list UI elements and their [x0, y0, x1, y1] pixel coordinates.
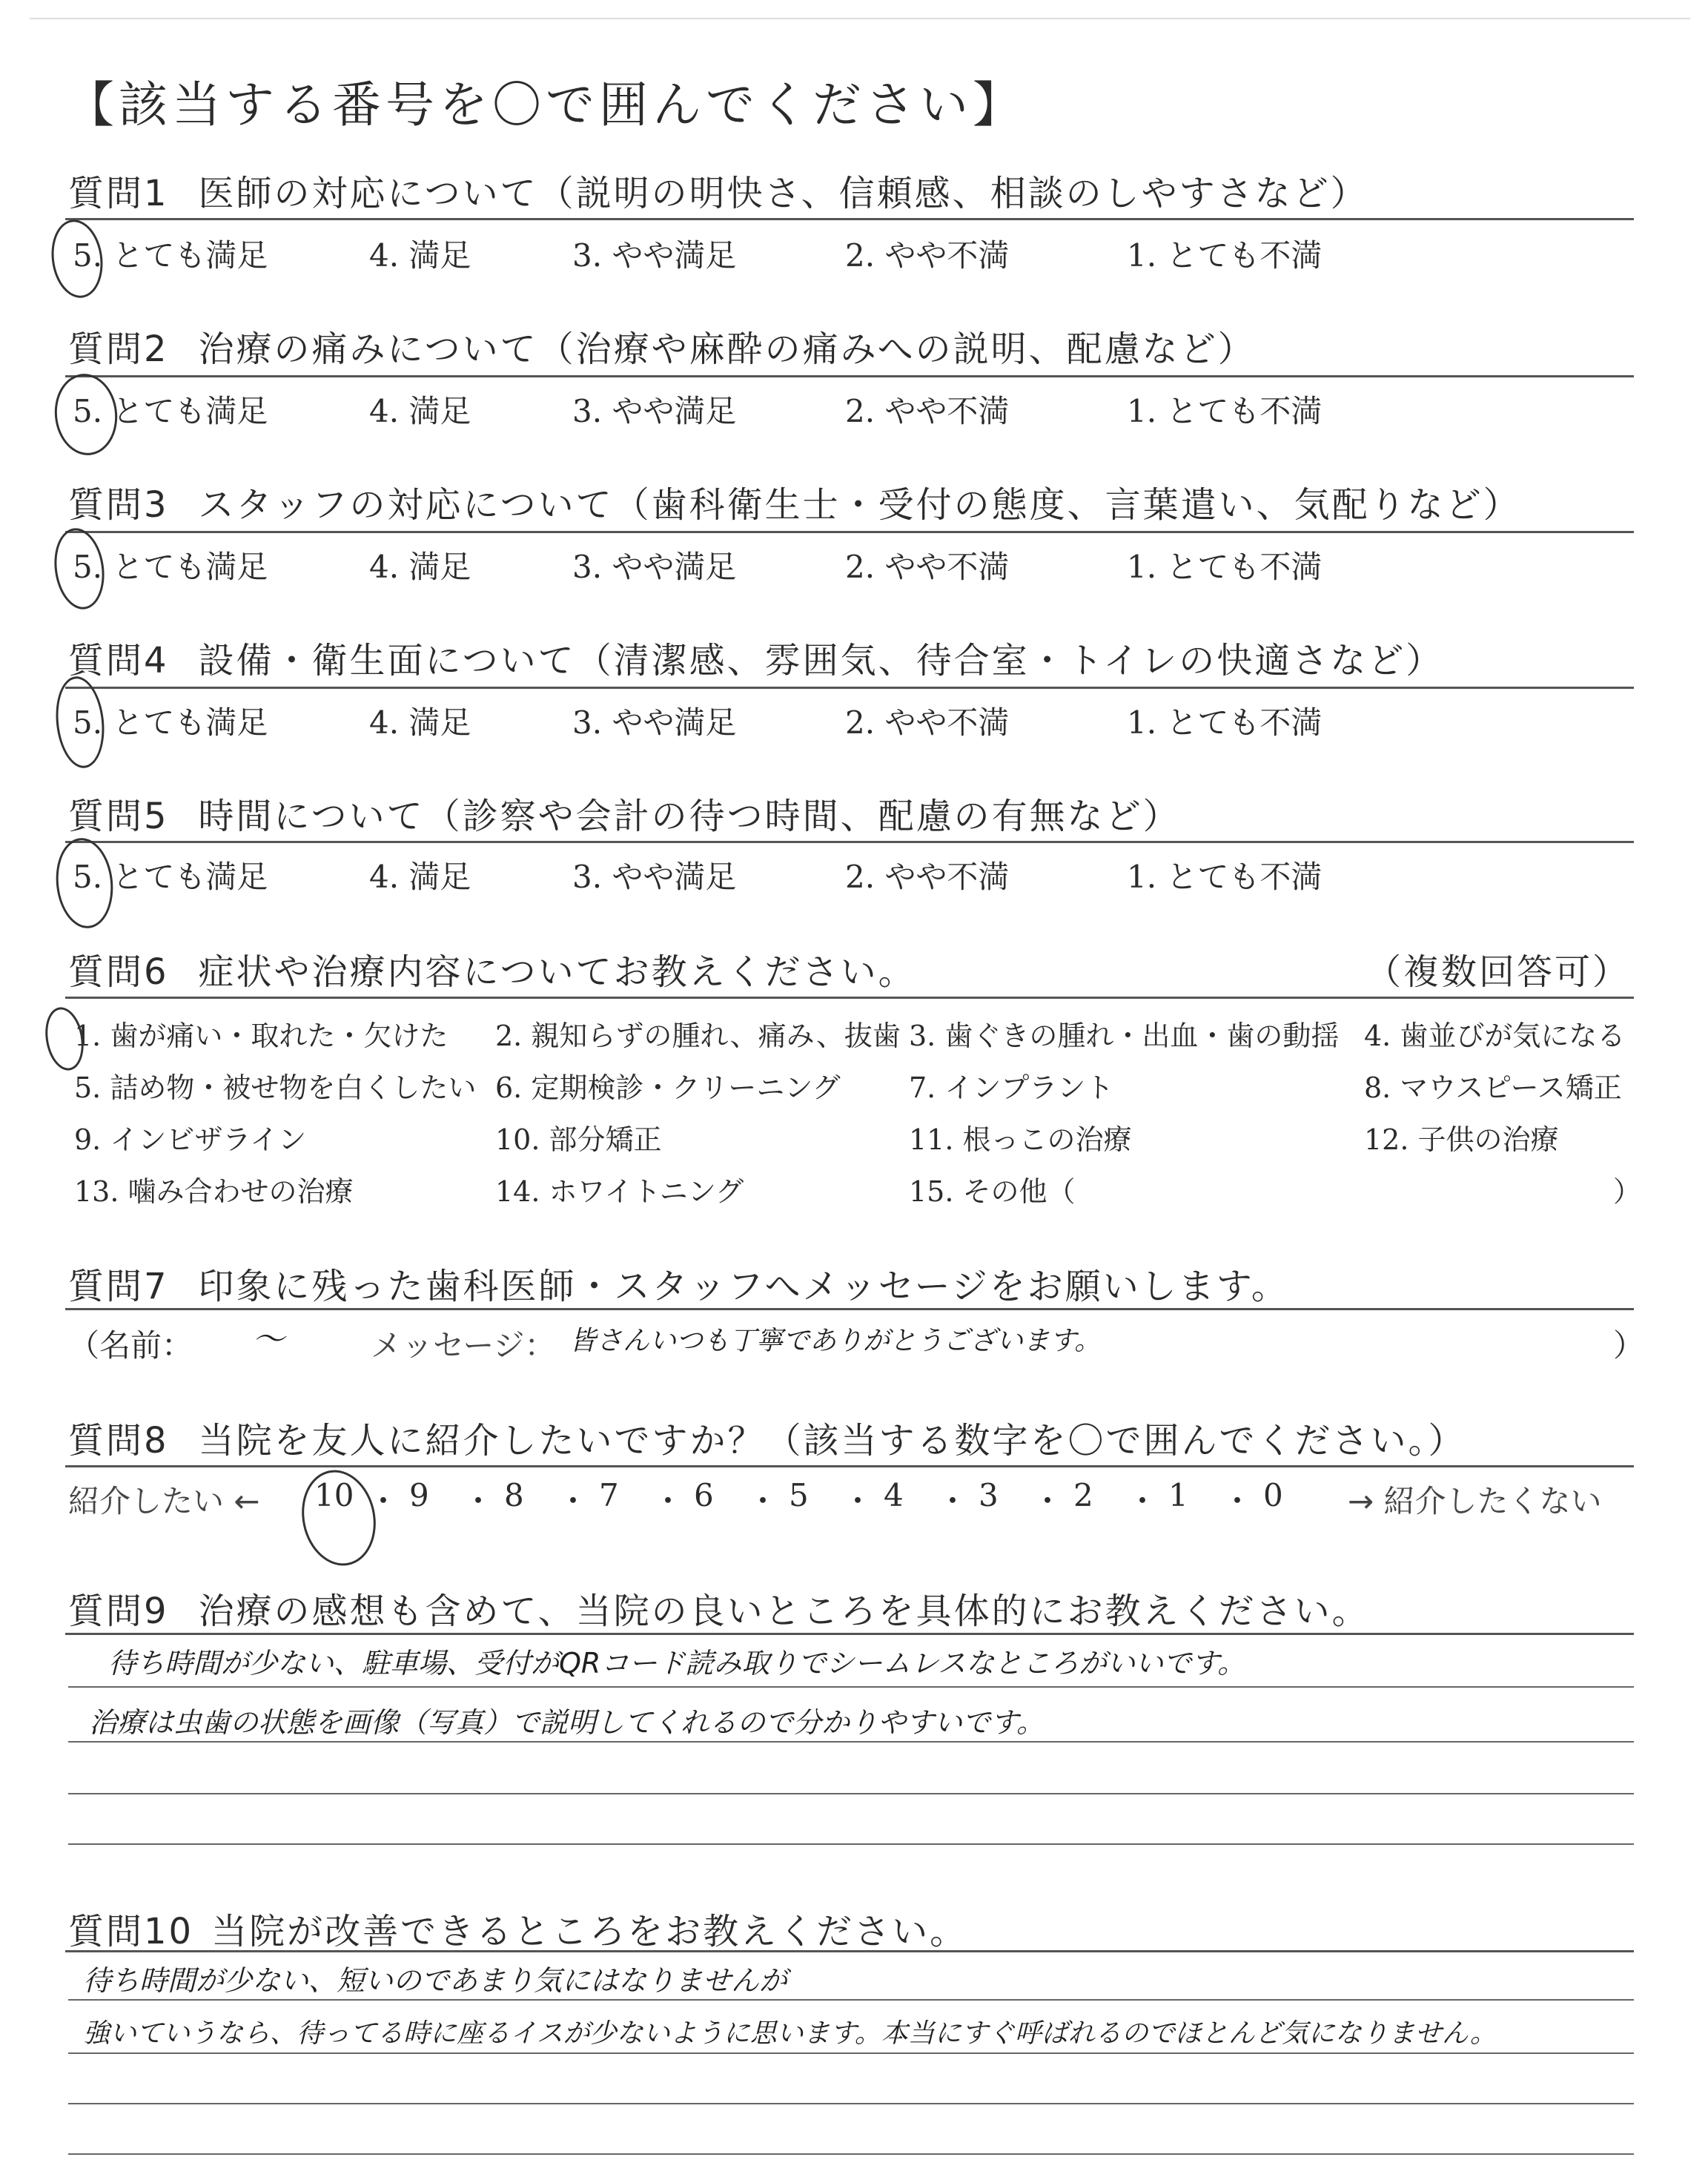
q9-answer-rule-2 [68, 1741, 1634, 1743]
q9-answer-line-2[interactable]: 治療は虫歯の状態を画像（写真）で説明してくれるので分かりやすいです。 [89, 1706, 1045, 1739]
q6-option-9[interactable]: 9. インビザライン [74, 1123, 307, 1156]
q8-scale-separator: ・ [557, 1483, 589, 1519]
question-7-label: 質問7 [68, 1266, 169, 1307]
q6-option-5[interactable]: 5. 詰め物・被せ物を白くしたい [74, 1071, 477, 1104]
q6-option-11[interactable]: 11. 根っこの治療 [909, 1123, 1132, 1156]
question-6-label: 質問6 [68, 951, 169, 993]
question-10-text: 当院が改善できるところをお教えください。 [211, 1911, 968, 1952]
q4-option-3[interactable]: 3. やや満足 [572, 704, 737, 741]
question-3 [68, 476, 1521, 527]
question-9 [68, 1582, 1370, 1634]
question-10-label: 質問10 [68, 1911, 194, 1952]
question-7-rule [65, 1308, 1634, 1310]
q10-answer-rule-2 [68, 2052, 1634, 2054]
question-5-label: 質問5 [68, 796, 169, 837]
q1-option-1[interactable]: 1. とても不満 [1127, 237, 1323, 274]
question-1 [68, 165, 1368, 216]
question-2-rule [65, 375, 1634, 377]
q6-option-2[interactable]: 2. 親知らずの腫れ、痛み、抜歯 [495, 1020, 901, 1052]
q3-option-1[interactable]: 1. とても不満 [1127, 549, 1323, 585]
q1-option-5[interactable]: 5. とても満足 [73, 237, 268, 274]
q2-option-4[interactable]: 4. 満足 [369, 393, 471, 429]
q6-option-3[interactable]: 3. 歯ぐきの腫れ・出血・歯の動揺 [909, 1020, 1340, 1052]
question-2-text: 治療の痛みについて（治療や麻酔の痛みへの説明、配慮など） [198, 328, 1256, 370]
question-5-rule [65, 841, 1634, 843]
q8-scale-4[interactable]: 4 [884, 1477, 904, 1513]
q8-scale-separator: ・ [1222, 1483, 1254, 1519]
q6-option-1[interactable]: 1. 歯が痛い・取れた・欠けた [74, 1020, 448, 1052]
question-2-label: 質問2 [68, 328, 169, 370]
q2-option-2[interactable]: 2. やや不満 [845, 393, 1010, 429]
q8-scale-separator: ・ [1127, 1483, 1159, 1519]
q7-close: ） [1613, 1327, 1645, 1364]
q8-scale-3[interactable]: 3 [979, 1477, 999, 1513]
q8-scale-separator: ・ [1032, 1483, 1064, 1519]
q8-scale-6[interactable]: 6 [694, 1477, 714, 1513]
q5-option-1[interactable]: 1. とても不満 [1127, 859, 1323, 895]
q9-answer-rule-3 [68, 1793, 1634, 1794]
q10-answer-line-2[interactable]: 強いていうなら、待ってる時に座るイスが少ないように思います。本当にすぐ呼ばれるのでほとんど気になりません。 [83, 2018, 1497, 2049]
q8-scale-separator: ・ [842, 1483, 874, 1519]
question-5-text: 時間について（診察や会計の待つ時間、配慮の有無など） [198, 796, 1181, 837]
q4-option-2[interactable]: 2. やや不満 [845, 704, 1010, 741]
q6-option-15[interactable]: 15. その他（ [909, 1175, 1076, 1208]
question-3-text: スタッフの対応について（歯科衛生士・受付の態度、言葉遣い、気配りなど） [198, 484, 1521, 526]
q2-option-1[interactable]: 1. とても不満 [1127, 393, 1323, 429]
question-1-rule [65, 218, 1634, 220]
q9-answer-rule-4 [68, 1843, 1634, 1845]
q3-option-2[interactable]: 2. やや不満 [845, 549, 1010, 585]
question-4-rule [65, 687, 1634, 689]
q6-option-15-close: ） [1613, 1175, 1642, 1208]
question-1-label: 質問1 [68, 173, 169, 214]
question-6-rule [65, 997, 1634, 999]
q5-option-3[interactable]: 3. やや満足 [572, 859, 737, 895]
q10-answer-line-1[interactable]: 待ち時間が少ない、短いのであまり気にはなりませんが [83, 1964, 788, 1997]
question-3-rule [65, 531, 1634, 533]
question-8 [68, 1412, 1466, 1463]
q5-option-4[interactable]: 4. 満足 [369, 859, 471, 895]
q3-option-3[interactable]: 3. やや満足 [572, 549, 737, 585]
q9-answer-rule-1 [68, 1686, 1634, 1688]
q1-option-4[interactable]: 4. 満足 [369, 237, 471, 274]
q8-scale-9[interactable]: 9 [409, 1477, 429, 1513]
q3-option-4[interactable]: 4. 満足 [369, 549, 471, 585]
q8-scale-separator: ・ [368, 1483, 400, 1519]
question-6-text: 症状や治療内容についてお教えください。 [198, 951, 916, 993]
q3-option-5[interactable]: 5. とても満足 [73, 549, 268, 585]
q8-scale-separator: ・ [937, 1483, 969, 1519]
q4-option-5[interactable]: 5. とても満足 [73, 704, 268, 741]
question-1-text: 医師の対応について（説明の明快さ、信頼感、相談のしやすさなど） [198, 173, 1368, 214]
question-9-text: 治療の感想も含めて、当院の良いところを具体的にお教えください。 [198, 1591, 1370, 1632]
q10-answer-rule-3 [68, 2103, 1634, 2104]
q10-answer-rule-1 [68, 1999, 1634, 2001]
question-8-text: 当院を友人に紹介したいですか？（該当する数字を〇で囲んでください。） [198, 1420, 1466, 1462]
q6-option-4[interactable]: 4. 歯並びが気になる [1364, 1020, 1626, 1052]
q2-option-5[interactable]: 5. とても満足 [73, 393, 268, 429]
question-5 [68, 787, 1181, 839]
q7-name-value[interactable]: ～ [252, 1321, 285, 1358]
question-7-text: 印象に残った歯科医師・スタッフへメッセージをお願いします。 [198, 1266, 1289, 1307]
question-6-note: （複数回答可） [1366, 951, 1631, 993]
question-4 [68, 632, 1443, 683]
q3-selection-circle [50, 525, 110, 612]
q8-scale-2[interactable]: 2 [1073, 1477, 1093, 1513]
q7-message-label: メッセージ： [371, 1327, 556, 1364]
q6-option-12[interactable]: 12. 子供の治療 [1364, 1123, 1559, 1156]
q10-answer-rule-4 [68, 2153, 1634, 2155]
question-10 [68, 1903, 967, 1954]
q6-option-14[interactable]: 14. ホワイトニング [495, 1175, 744, 1208]
q8-scale-1[interactable]: 1 [1168, 1477, 1188, 1513]
q8-scale-7[interactable]: 7 [599, 1477, 619, 1513]
q4-option-1[interactable]: 1. とても不満 [1127, 704, 1323, 741]
q8-left-label: 紹介したい ← [68, 1483, 260, 1519]
q8-right-label: → 紹介したくない [1348, 1483, 1602, 1519]
question-8-label: 質問8 [68, 1420, 169, 1462]
q6-option-7[interactable]: 7. インプラント [909, 1071, 1114, 1104]
question-8-rule [65, 1465, 1634, 1467]
q8-scale-0[interactable]: 0 [1263, 1477, 1283, 1513]
question-7 [68, 1258, 1289, 1309]
form-title: 【該当する番号を〇で囲んでください】 [65, 76, 1026, 133]
q8-scale-5[interactable]: 5 [789, 1477, 809, 1513]
q6-option-6[interactable]: 6. 定期検診・クリーニング [495, 1071, 841, 1104]
q9-answer-line-1[interactable]: 待ち時間が少ない、駐車場、受付がQRコード読み取りでシームレスなところがいいです。 [108, 1647, 1246, 1680]
question-6 [68, 943, 916, 994]
question-3-label: 質問3 [68, 484, 169, 526]
q6-option-13[interactable]: 13. 噛み合わせの治療 [74, 1175, 354, 1208]
q7-message-value[interactable]: 皆さんいつも丁寧でありがとうございます。 [569, 1326, 1102, 1356]
q1-option-3[interactable]: 3. やや満足 [572, 237, 737, 274]
q8-scale-separator: ・ [652, 1483, 684, 1519]
question-9-rule [65, 1633, 1634, 1635]
q6-option-10[interactable]: 10. 部分矯正 [495, 1123, 662, 1156]
question-4-label: 質問4 [68, 640, 169, 681]
q4-option-4[interactable]: 4. 満足 [369, 704, 471, 741]
question-2 [68, 320, 1256, 371]
q5-selection-circle [52, 835, 117, 931]
q8-scale-separator: ・ [463, 1483, 494, 1519]
question-4-text: 設備・衛生面について（清潔感、雰囲気、待合室・トイレの快適さなど） [198, 640, 1444, 681]
page-top-edge [30, 18, 1690, 19]
q8-scale-separator: ・ [747, 1483, 779, 1519]
q5-option-2[interactable]: 2. やや不満 [845, 859, 1010, 895]
q5-option-5[interactable]: 5. とても満足 [73, 859, 268, 895]
q6-option-8[interactable]: 8. マウスピース矯正 [1364, 1071, 1622, 1104]
question-9-label: 質問9 [68, 1591, 169, 1632]
q8-scale-10[interactable]: 10 [314, 1477, 354, 1513]
q2-selection-circle [50, 371, 121, 458]
q2-option-3[interactable]: 3. やや満足 [572, 393, 737, 429]
q1-selection-circle [47, 217, 107, 301]
q8-scale-8[interactable]: 8 [504, 1477, 524, 1513]
q1-option-2[interactable]: 2. やや不満 [845, 237, 1010, 274]
question-10-rule [65, 1950, 1634, 1952]
q7-name-label: （名前： [68, 1327, 193, 1364]
